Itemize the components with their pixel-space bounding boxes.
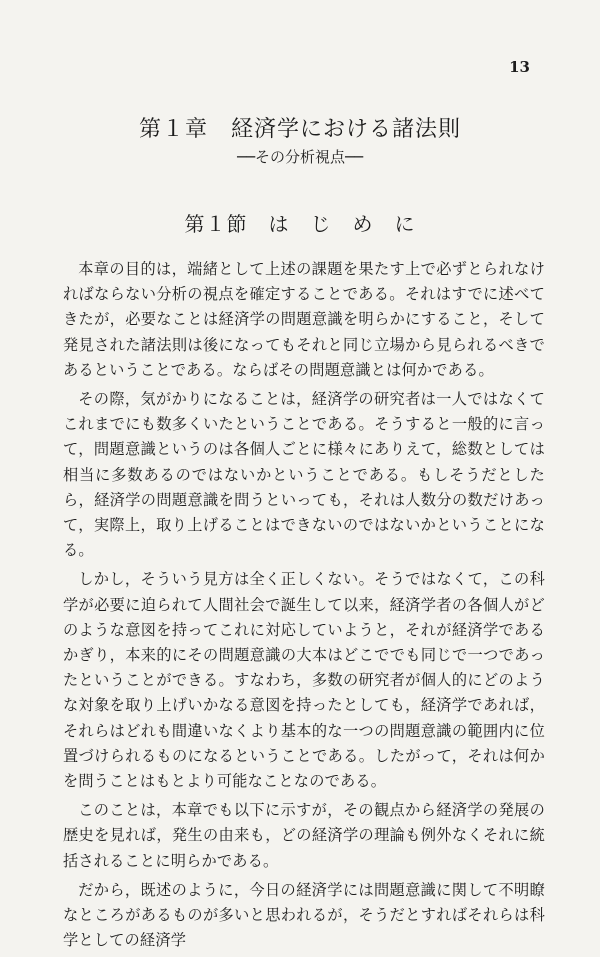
- paragraph-4: このことは，本章でも以下に示すが，その観点から経済学の発展の歴史を見れば，発生の由来も，どの経済学の理論も例外なくそれに統括されることに明らかである。: [63, 801, 545, 870]
- paragraph-2: その際，気がかりになることは，経済学の研究者は一人ではなくてこれまでにも数多くいたということである。そうすると一般的に言って，問題意識というのは各個人ごとに様々にありえて，総数としては相当に多数あるのではないかということである。もしそうだとしたら，経済学の問題意識を問うといっても，それは人数分の数だけあって，実際上，取り上げることはできないのではないかということになる。: [63, 390, 545, 560]
- paragraph-5: だから，既述のように，今日の経済学には問題意識に関して不明瞭なところがあるものが多いと思われるが，そうだとすればそれらは科学としての経済学: [63, 880, 545, 950]
- body-text: [63, 257, 545, 957]
- page-number: 13: [509, 58, 530, 76]
- paragraph-3: しかし，そういう見方は全く正しくない。そうではなくて，この科学が必要に迫られて人間社会で誕生して以来，経済学者の各個人がどのような意図を持ってこれに対応していようと，それが経済学であるかぎり，本来的にその問題意識の大本はどこででも同じで一つであったということができる。すなわち，多数の研究者が個人的にどのような対象を取り上げいかなる意図を持ったとしても，経済学であれば，それらはどれも間違いなくより基本的な一つの問題意識の範囲内に位置づけられるものになるということである。したがって，それは何かを問うことはもとより可能なことなのである。: [63, 570, 545, 791]
- chapter-subtitle: ──その分析視点──: [236, 148, 364, 166]
- section-title: 第１節 は じ め に: [184, 212, 416, 236]
- paragraph-1: 本章の目的は，端緒として上述の課題を果たす上で必ずとられなければならない分析の視点を確定することである。それはすでに述べてきたが，必要なことは経済学の問題意識を明らかにすること，そして発見された諸法則は後になってもそれと同じ立場から見られるべきであるということである。ならばその問題意識とは何かである。: [63, 260, 545, 379]
- chapter-title: 第１章 経済学における諸法則: [138, 117, 461, 142]
